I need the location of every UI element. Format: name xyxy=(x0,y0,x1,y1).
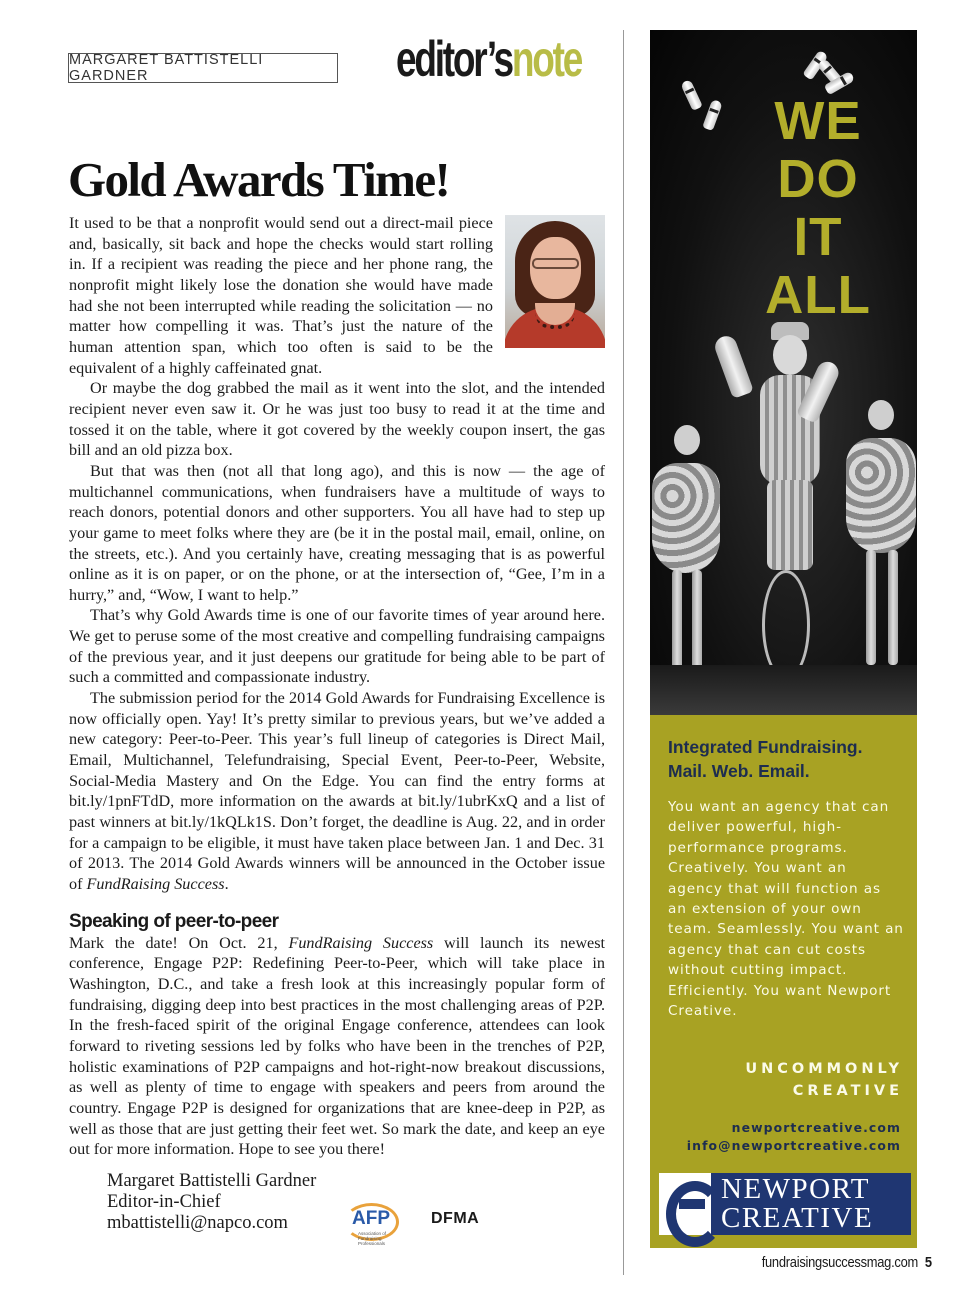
logo-line: NEWPORT xyxy=(721,1173,870,1205)
paragraph: Or maybe the dog grabbed the mail as it went into the slot, and the intended recipient never even saw it. Or he was just too busy to read it at the time and tossed it on the table, where it got covered by the weekly coupon insert, the gas bill and an old pizza box. xyxy=(69,379,605,460)
paragraph-end: . xyxy=(224,875,229,893)
column-divider xyxy=(623,30,624,1275)
paragraph-text: Mark the date! On Oct. 21, xyxy=(69,933,278,952)
signature-title: Editor-in-Chief xyxy=(107,1192,221,1212)
ad-headline-line: ALL xyxy=(765,265,871,325)
ad-email-link[interactable]: info@newportcreative.com xyxy=(686,1138,901,1153)
dancer-left xyxy=(652,425,722,695)
publication-name: FundRaising Success xyxy=(288,933,434,952)
paragraph-text: will launch its newest conference, Engage P2P: Redefining Peer-to-Peer, which will take place in Washington, D.C., and take a fresh look at this increasingly popular form of fundraising, digging deep into best practices in the most challenging areas of P2P. In the fresh-faced spirit of the original Engage conference, attendees can look forward to riveting sessions led by folks who have been in the trenches of P2P, holistic examinations of P2P campaigns and hot-right-now breakout discussions, as well as plenty of time to engage with speakers and peers from around the country. Engage P2P is designed for organizations that are knee-deep in P2P, as well as those that are just getting their feet wet. So mark the date, and keep an eye out for more information. Hope to see you there! xyxy=(69,933,606,1159)
paragraph xyxy=(69,933,605,1160)
advertisement[interactable] xyxy=(650,30,917,1248)
paragraph xyxy=(69,688,605,895)
section-title-editors: editor’s xyxy=(396,31,512,87)
ad-slogan-line: CREATIVE xyxy=(792,1083,903,1099)
unicycle-wheel xyxy=(762,570,810,680)
dancer-right xyxy=(842,400,917,690)
author-byline: MARGARET BATTISTELLI GARDNER xyxy=(68,53,338,83)
publication-name: FundRaising Success xyxy=(86,875,225,893)
ad-contact xyxy=(687,1119,901,1155)
ad-text-panel xyxy=(650,715,917,1248)
signature-block xyxy=(107,1171,316,1234)
paragraph-text: The submission period for the 2014 Gold Awards for Fundraising Excellence is now officially open. Yay! It’s pretty similar to previous years, but we’ve added a new category: Peer-to-Peer. This year’s full lineup of categories is Direct Mail, Email, Multichannel, Telefundraising, Special Event, Peer-to-Peer, Website, Social-Media Mastery and On the Edge. You can find the entry forms at bit.ly/1pnFTdD, more information on the awards at bit.ly/1ubrKxQ and a list of past winners at bit.ly/1kQLk1S. Don’t forget, the deadline is Aug. 22, and in order for a campaign to be eligible, it must have taken place between Jan. 1 and Dec. 31 of 2013. The 2014 Gold Awards winners will be announced in the October issue of xyxy=(69,689,605,893)
ad-slogan-line: UNCOMMONLY xyxy=(745,1061,903,1077)
dfma-logo: DFMA xyxy=(431,1210,480,1227)
section-title-note: note xyxy=(511,31,582,87)
stage-floor xyxy=(650,665,917,715)
ad-body-copy: You want an agency that can deliver powerful, high-performance programs. Creatively. You want an agency that will function as an extension of your own team. Seamlessly. You want an agency that can cut costs without cutting impact. Efficiently. You want Newport Creative. xyxy=(668,799,904,1020)
ad-headline-line: DO xyxy=(777,149,859,209)
signature-email: mbattistelli@napco.com xyxy=(107,1213,288,1233)
ad-headline-line: IT xyxy=(793,207,843,267)
author-portrait xyxy=(505,215,605,348)
ad-slogan xyxy=(745,1058,903,1102)
signature-name: Margaret Battistelli Gardner xyxy=(107,1171,317,1191)
paragraph: But that was then (not all that long ago), and this is now — the age of multichannel communications, when fundraisers have a multitude of ways to reach donors, potential donors and other supporters. You all have had to step up your game to meet folks where they are (be it in the postal mail, email, online, on the streets, etc.). And you certainly have, creating messaging that is as powerful online as it is on paper, or on the phone, or at the intersection of, “Gee, I’m in a hurry,” and, “Wow, I want to help.” xyxy=(69,461,605,604)
newport-creative-logo xyxy=(659,1173,911,1235)
ad-tagline xyxy=(668,735,908,783)
afp-logo xyxy=(340,1202,402,1246)
ad-tagline-line: Integrated Fundraising. xyxy=(668,737,863,757)
section-title xyxy=(396,28,581,90)
ad-headline-line: WE xyxy=(774,91,862,151)
article-subhead: Speaking of peer-to-peer xyxy=(69,910,279,932)
footer-url: fundraisingsuccessmag.com xyxy=(761,1254,919,1271)
newport-logo-text xyxy=(721,1175,873,1233)
article-body xyxy=(69,213,605,1160)
ad-tagline-line: Mail. Web. Email. xyxy=(668,761,810,781)
circus-photo xyxy=(650,30,917,715)
afp-logo-subtext: Association of Fundraising Professionals xyxy=(358,1231,387,1246)
paragraph: That’s why Gold Awards time is one of our favorite times of year around here. We get to peruse some of the most creative and compelling fundraising campaigns of the previous year, and it just deepens our gratitude for being able to be part of such a committed and compassionate industry. xyxy=(69,606,605,687)
page-number: 5 xyxy=(925,1254,932,1271)
logo-line: CREATIVE xyxy=(721,1202,874,1234)
afp-logo-text: AFP xyxy=(352,1208,390,1229)
newport-logo-icon xyxy=(659,1173,711,1235)
ad-website-link[interactable]: newportcreative.com xyxy=(731,1120,901,1135)
ad-headline xyxy=(730,92,906,324)
page-footer xyxy=(762,1254,932,1271)
article-headline: Gold Awards Time! xyxy=(68,152,450,207)
paragraph: It used to be that a nonprofit would send out a direct-mail piece and, basically, sit back and hope the checks would start rolling in. If a recipient was reading the piece and her phone rang, the nonprofit might likely lose the donation she would have made had she not been interrupted while reading the solicitation — no matter how compelling it was. That’s just the nature of the human attention span, which too often is said to be the equivalent of a highly caffeinated gnat. xyxy=(69,214,493,377)
